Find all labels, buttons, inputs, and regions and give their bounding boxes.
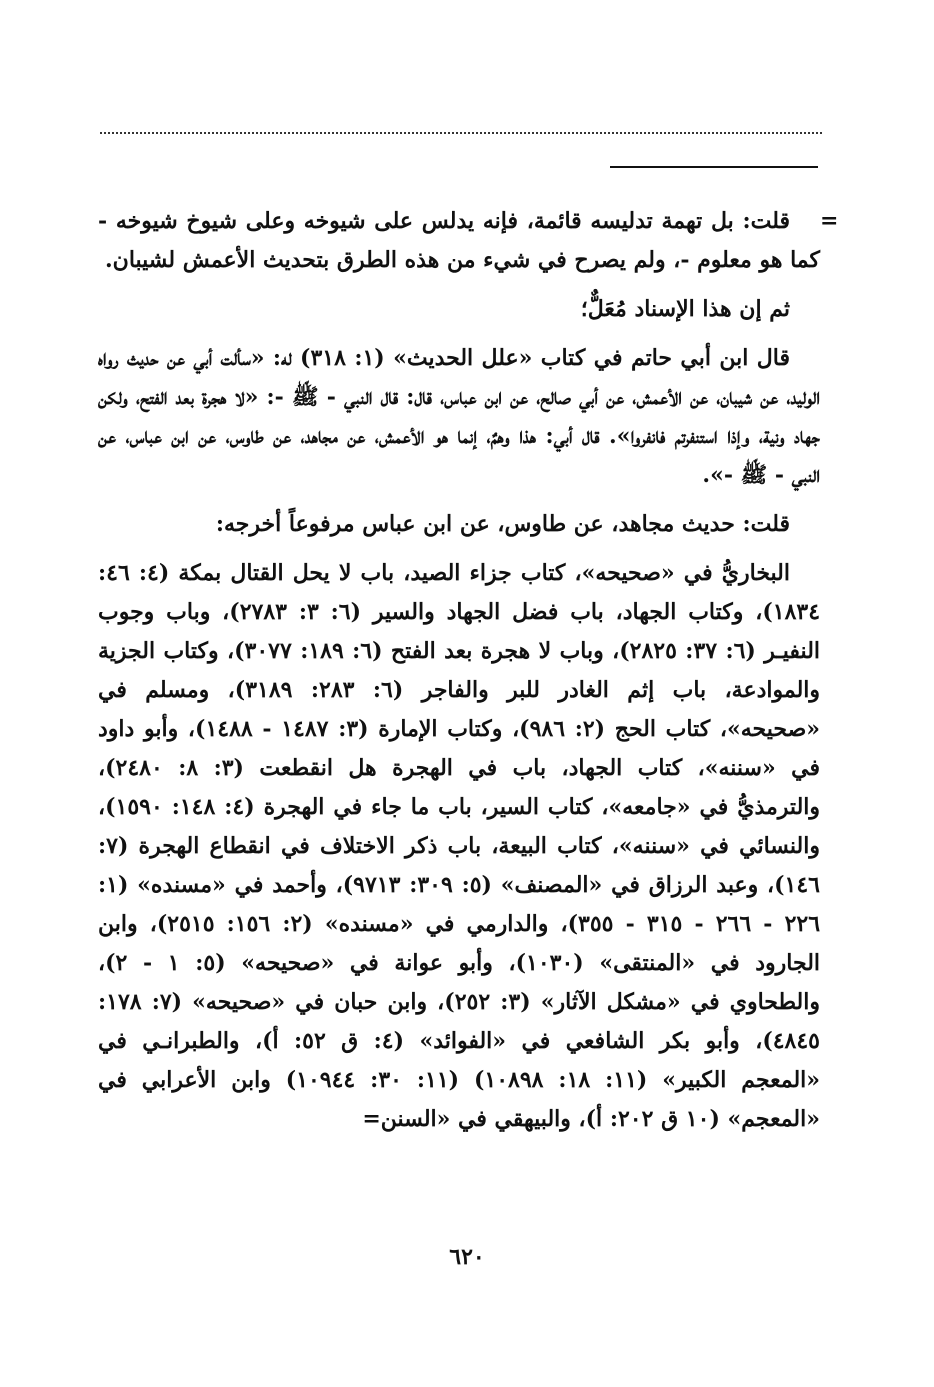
paragraph-2: ثم إن هذا الإسناد مُعَلٌّ؛ xyxy=(580,296,790,322)
footnote-rule xyxy=(610,166,818,168)
footnote-text xyxy=(98,202,820,1149)
paragraph-3: قال ابن أبي حاتم في كتاب «علل الحديث» (١: ٣١٨) له: «سألت أبي عن حديث رواه الوليد، عن شيبان، عن الأعمش، عن أبي صالح، عن ابن عباس، قال: قال النبي - ﷺ -: «لا هجرة بعد الفتح، ولكن جهاد ونية، وإذا استنفرتم فانفروا». قال أبي: هذا وهمٌ، إنما هو الأعمش، عن مجاهد، عن طاوس، عن ابن عباس، عن النبي - ﷺ -». xyxy=(98,345,820,488)
page-number: ٦٢٠ xyxy=(449,1244,485,1270)
paragraph-5: البخاريُّ في «صحيحه»، كتاب جزاء الصيد، باب لا يحل القتال بمكة (٤: ٤٦: ١٨٣٤)، وكتاب الجهاد، باب فضل الجهاد والسير (٦: ٣: ٢٧٨٣)، وباب وجوب النفيـر (٦: ٣٧: ٢٨٢٥)، وباب لا هجرة بعد الفتح (٦: ١٨٩: ٣٠٧٧)، وكتاب الجزية والموادعة، باب إثم الغادر للبر والفاجر (٦: ٢٨٣: ٣١٨٩)، ومسلم في «صحيحه»، كتاب الحج (٢: ٩٨٦)، وكتاب الإمارة (٣: ١٤٨٧ - ١٤٨٨)، وأبو داود في «سننه»، كتاب الجهاد، باب في الهجرة هل انقطعت (٣: ٨: ٢٤٨٠)، والترمذيُّ في «جامعه»، كتاب السير، باب ما جاء في الهجرة (٤: ١٤٨: ١٥٩٠)، والنسائي في «سننه»، كتاب البيعة، باب ذكر الاختلاف في انقطاع الهجرة (٧: ١٤٦)، وعبد الرزاق في «المصنف» (٥: ٣٠٩: ٩٧١٣)، وأحمد في «مسنده» (١: ٢٢٦ - ٢٦٦ - ٣١٥ - ٣٥٥)، والدارمي في «مسنده» (٢: ١٥٦: ٢٥١٥)، وابن الجارود في «المنتقى» (١٠٣٠)، وأبو عوانة في «صحيحه» (٥: ١ - ٢)، والطحاوي في «مشكل الآثار» (٣: ٢٥٢)، وابن حبان في «صحيحه» (٧: ١٧٨: ٤٨٤٥)، وأبو بكر الشافعي في «الفوائد» (٤: ق ٥٢: أ)، والطبرانـي في «المعجم الكبير» (١١: ١٨: ١٠٨٩٨) (١١: ٣٠: ١٠٩٤٤) وابن الأعرابي في «المعجم» (١٠ ق ٢٠٢: أ)، والبيهقي في «السنن= xyxy=(98,560,821,1132)
paragraph-4: قلت: حديث مجاهد، عن طاوس، عن ابن عباس مرفوعاً أخرجه: xyxy=(215,511,790,537)
continuation-mark: = xyxy=(820,208,839,234)
paragraph-1: قلت: بل تهمة تدليسه قائمة، فإنه يدلس على شيوخه وعلى شيوخ شيوخه - كما هو معلوم -، ولم يصرح في شيء من هذه الطرق بتحديث الأعمش لشيبان. xyxy=(98,208,820,273)
dotted-separator xyxy=(100,132,822,134)
